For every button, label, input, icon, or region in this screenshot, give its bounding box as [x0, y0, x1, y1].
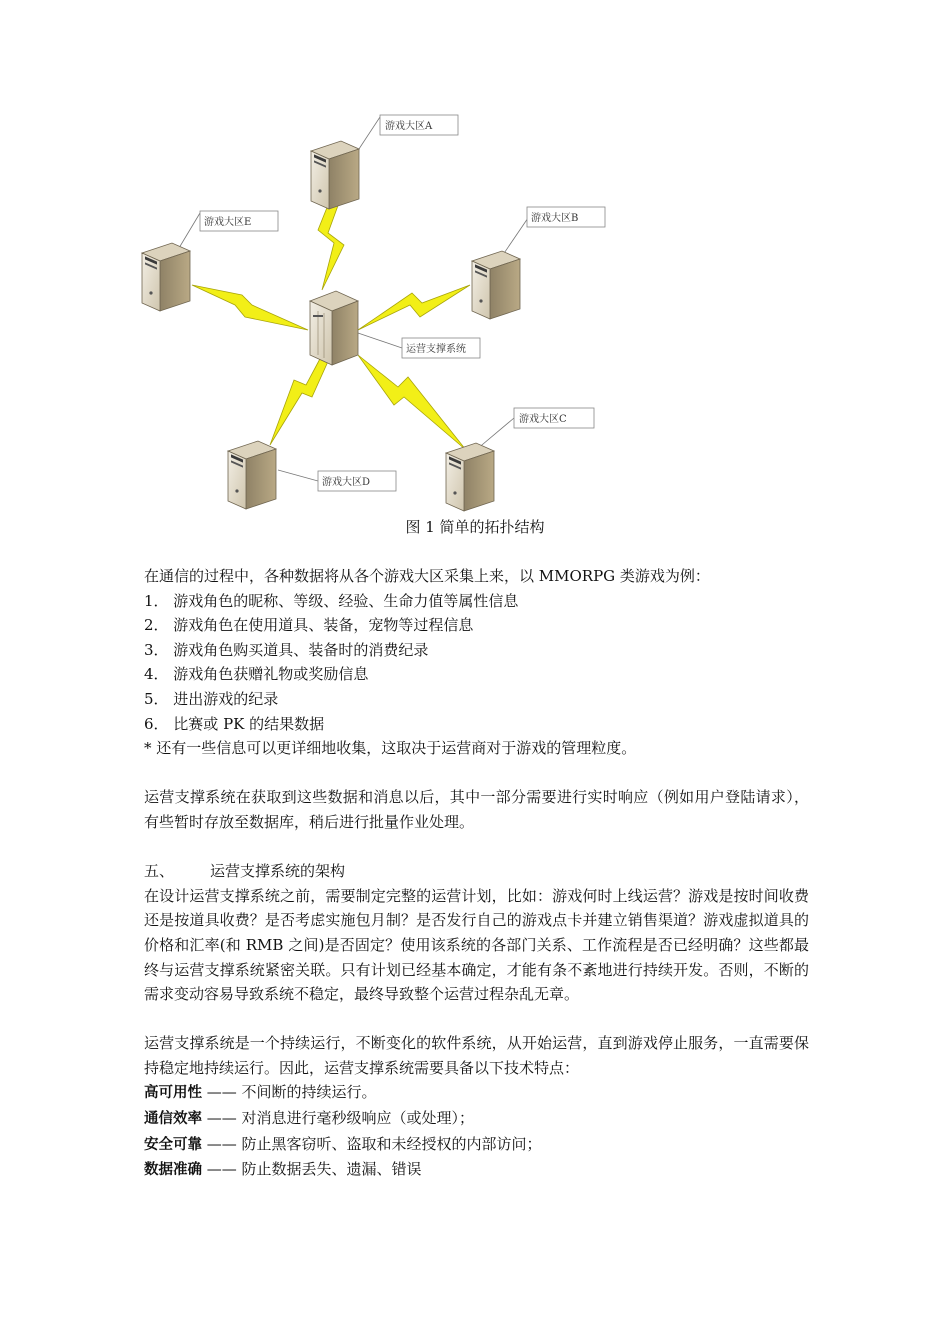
node-label-e: 游戏大区E [204, 217, 252, 228]
figure-caption: 图 1 简单的拓扑结构 [405, 518, 545, 536]
section-heading [144, 859, 809, 884]
paragraph-data-handling: 运营支撑系统在获取到这些数据和消息以后，其中一部分需要进行实时响应（例如用户登陆请求），有些暂时存放至数据库，稍后进行批量作业处理。 [144, 788, 809, 831]
paragraph-features-intro: 运营支撑系统是一个持续运行，不断变化的软件系统，从开始运营，直到游戏停止服务，一直需要保持稳定地持续运行。因此，运营支撑系统需要具备以下技术特点： [144, 1034, 809, 1077]
feature-item [144, 1080, 809, 1106]
server-icon-d [228, 441, 276, 509]
feature-item [144, 1132, 809, 1158]
server-icon-e [142, 243, 190, 311]
node-label-b: 游戏大区B [531, 213, 579, 224]
body-text [144, 564, 809, 1183]
feature-desc: —— 防止黑客窃听、盗取和未经授权的内部访问； [202, 1134, 542, 1153]
note: * 还有一些信息可以更详细地收集，这取决于运营商对于游戏的管理粒度。 [144, 739, 637, 758]
list-item: 1． 游戏角色的昵称、等级、经验、生命力值等属性信息 [144, 591, 519, 610]
topology-diagram [130, 105, 630, 515]
server-icon-center [310, 291, 358, 365]
feature-desc: —— 不间断的持续运行。 [202, 1083, 377, 1102]
feature-desc: —— 防止数据丢失、遗漏、错误 [202, 1160, 422, 1179]
link-bolt-b [358, 285, 470, 330]
node-label-a: 游戏大区A [385, 121, 433, 132]
server-icon-b [472, 251, 520, 319]
feature-term: 安全可靠 [144, 1136, 202, 1153]
feature-desc: —— 对消息进行毫秒级响应（或处理）； [202, 1109, 475, 1128]
server-icon-c [446, 443, 494, 511]
section-number: 五、 [144, 862, 175, 881]
feature-term: 高可用性 [144, 1085, 202, 1102]
link-bolt-a [318, 200, 344, 290]
paragraph-planning: 在设计运营支撑系统之前，需要制定完整的运营计划，比如：游戏何时上线运营？游戏是按时间收费还是按道具收费？是否考虑实施包月制？是否发行自己的游戏点卡并建立销售渠道？游戏虚拟道具的价格和汇率(和 RMB 之间)是否固定？使用该系统的各部门关系、工作流程是否已经明确？这些都最终与运营支撑系统紧密关联。只有计划已经基本确定，才能有条不紊地进行持续开发。否则，不断的需求变动容易导致系统不稳定，最终导致整个运营过程杂乱无章。 [144, 886, 809, 1004]
node-label-d: 游戏大区D [322, 477, 371, 488]
feature-term: 通信效率 [144, 1111, 202, 1128]
list-item: 3． 游戏角色购买道具、装备时的消费纪录 [144, 640, 429, 659]
feature-term: 数据准确 [144, 1162, 202, 1179]
list-item: 5． 进出游戏的纪录 [144, 689, 279, 708]
node-label-c: 游戏大区C [519, 414, 567, 425]
list-item: 2． 游戏角色在使用道具、装备，宠物等过程信息 [144, 616, 474, 635]
section-title: 运营支撑系统的架构 [210, 862, 346, 881]
feature-item [144, 1157, 809, 1183]
link-bolt-c [358, 355, 466, 450]
list-item: 4． 游戏角色获赠礼物或奖励信息 [144, 665, 369, 684]
node-label-center: 运营支撑系统 [406, 344, 466, 355]
feature-item [144, 1106, 809, 1132]
list-item: 6． 比赛或 PK 的结果数据 [144, 714, 325, 733]
link-bolt-d [270, 355, 330, 445]
server-icon-a [311, 141, 359, 209]
link-bolt-e [192, 285, 308, 330]
intro-paragraph: 在通信的过程中，各种数据将从各个游戏大区采集上来，以 MMORPG 类游戏为例： [144, 567, 710, 585]
